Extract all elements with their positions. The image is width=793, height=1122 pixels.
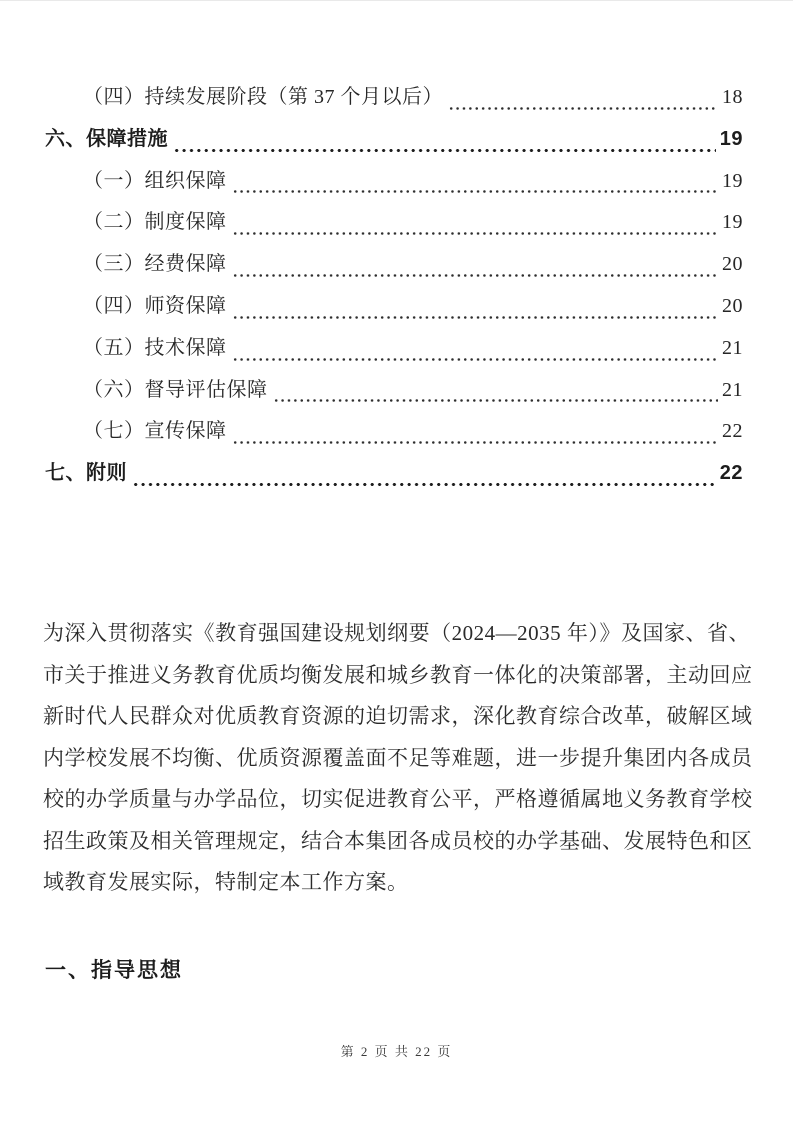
toc-entry-page: 20 bbox=[722, 253, 743, 276]
toc-dot-leader bbox=[173, 148, 716, 153]
toc-dot-leader bbox=[232, 315, 719, 320]
toc-entry-row bbox=[43, 77, 743, 119]
body-paragraph bbox=[43, 613, 753, 904]
toc-entry-page: 19 bbox=[722, 211, 743, 234]
toc-entry-row bbox=[43, 411, 743, 453]
toc-entry-label: （一）组织保障 bbox=[83, 169, 227, 192]
toc-entry-label: 六、保障措施 bbox=[45, 127, 168, 150]
toc-entry-page: 19 bbox=[722, 169, 743, 192]
toc-dot-leader bbox=[448, 106, 718, 111]
toc-entry-row bbox=[43, 453, 743, 495]
toc-dot-leader bbox=[232, 357, 719, 362]
toc-entry-row bbox=[43, 286, 743, 328]
toc-entry-label: （四）师资保障 bbox=[83, 294, 227, 317]
toc-entry-row bbox=[43, 370, 743, 412]
toc-entry-row bbox=[43, 244, 743, 286]
toc-entry-row bbox=[43, 161, 743, 203]
toc-entry-page: 21 bbox=[722, 378, 743, 401]
section-heading: 一、指导思想 bbox=[45, 959, 183, 982]
toc-entry-label: （五）技术保障 bbox=[83, 336, 227, 359]
toc-entry-label: （三）经费保障 bbox=[83, 253, 227, 276]
toc-entry-label: 七、附则 bbox=[45, 462, 127, 485]
page-number-footer: 第 2 页 共 22 页 bbox=[340, 1044, 453, 1059]
toc-entry-page: 21 bbox=[722, 336, 743, 359]
toc-dot-leader bbox=[132, 482, 716, 487]
toc-entry-row bbox=[43, 119, 743, 161]
toc-entry-row bbox=[43, 328, 743, 370]
toc-dot-leader bbox=[273, 398, 719, 403]
toc-entry-label: （四）持续发展阶段（第 37 个月以后） bbox=[83, 86, 443, 108]
toc-entry-page: 22 bbox=[722, 420, 743, 443]
toc-entry-label: （二）制度保障 bbox=[83, 211, 227, 234]
body-paragraph-line: 新时代人民群众对优质教育资源的迫切需求，深化教育综合改革，破解区域 bbox=[43, 704, 753, 728]
toc-dot-leader bbox=[232, 440, 719, 445]
toc-entry-page: 22 bbox=[719, 462, 743, 485]
table-of-contents bbox=[43, 77, 743, 495]
toc-entry-page: 19 bbox=[719, 127, 743, 150]
toc-entry-page: 20 bbox=[722, 294, 743, 317]
body-paragraph-line: 内学校发展不均衡、优质资源覆盖面不足等难题，进一步提升集团内各成员 bbox=[43, 745, 753, 770]
body-paragraph-line: 招生政策及相关管理规定，结合本集团各成员校的办学基础、发展特色和区 bbox=[43, 828, 753, 853]
body-paragraph-line: 市关于推进义务教育优质均衡发展和城乡教育一体化的决策部署，主动回应 bbox=[43, 662, 753, 687]
toc-dot-leader bbox=[232, 231, 719, 236]
toc-entry-label: （六）督导评估保障 bbox=[83, 378, 268, 401]
toc-entry-row bbox=[43, 202, 743, 244]
toc-dot-leader bbox=[232, 189, 719, 194]
toc-dot-leader bbox=[232, 273, 719, 278]
toc-entry-label: （七）宣传保障 bbox=[83, 420, 227, 443]
body-paragraph-line: 校的办学质量与办学品位，切实促进教育公平，严格遵循属地义务教育学校 bbox=[43, 787, 753, 811]
body-paragraph-line: 为深入贯彻落实《教育强国建设规划纲要（2024—2035 年）》及国家、省、 bbox=[43, 621, 750, 645]
toc-entry-page: 18 bbox=[722, 86, 743, 108]
body-paragraph-line: 域教育发展实际，特制定本工作方案。 bbox=[43, 870, 409, 894]
